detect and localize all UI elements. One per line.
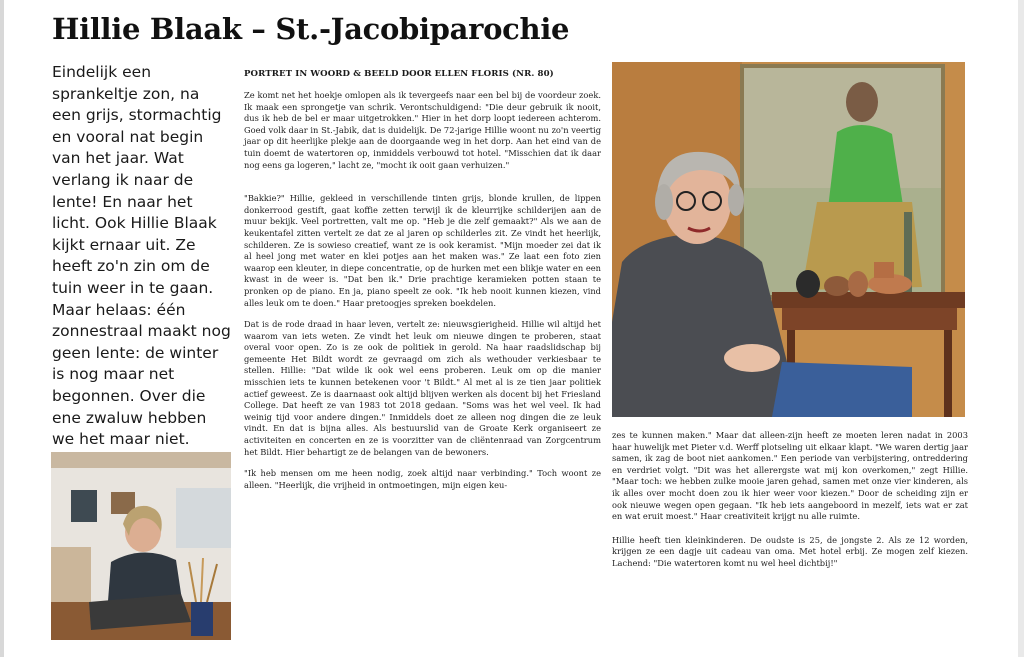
portrait-photo	[612, 62, 965, 417]
byline: PORTRET IN WOORD & BEELD DOOR ELLEN FLORIS (NR. 80)	[244, 69, 554, 79]
jeans	[772, 362, 912, 417]
wall-frame	[71, 490, 97, 522]
body-paragraph: "Bakkie?" Hillie, gekleed in verschillende tinten grijs, blonde krullen, de lippen donkerrood gestift, gaat koffie zetten terwijl ik de kleurrijke schilderijen aan de muur bekijk. Veel portretten, valt me op. "Heb je die zelf gemaakt?" Als we aan de keukentafel zitten vertelt ze dat ze al jaren op schilderles zit. Ze vindt het heerlijk, schilderen. Ze is sowieso creatief, want ze is ook keramist. "Mijn moeder zei dat ik al heel jong met water en klei potjes aan het maken was." Ze laat een foto zien waarop een kleuter, in diepe concentratie, op de hurken met een blikje water en een kwast in de weer is. "Dat ben ik." Drie prachtige keramieken potten staan te pronken op de piano. En ja, piano speelt ze ook. "Ik heb nooit kunnen kiezen, vind alles leuk om te doen." Haar pretoogjes spreken boekdelen.	[244, 193, 601, 308]
body-paragraph: Ze komt net het hoekje omlopen als ik tevergeefs naar een bel bij de voordeur zoek. Ik maak een sprongetje van schrik. Verontschuldigend: "Die deur gebruik ik nooit, dus ik heb de bel er maar uitgetrokken." Hier in het dorp loopt iedereen achterom. Goed volk daar in St.-Jabik, dat is duidelijk. De 72-jarige Hillie woont nu zo'n veertig jaar op dit heerlijke plekje aan de doorgaande weg in het dorp. Aan het eind van de tuin doemt de watertoren op, inmiddels verbouwd tot hotel. "Misschien dat ik daar nog eens ga logeren," lacht ze, "mocht ik ooit gaan verhuizen."	[244, 90, 601, 170]
body-paragraph: "Ik heb mensen om me heen nodig, zoek altijd naar verbinding." Toch woont ze alleen. "Heerlijk, die vrijheid in ontmoetingen, mijn eigen keu-	[244, 468, 601, 490]
page-edge-right	[1018, 0, 1024, 657]
body-paragraph: zes te kunnen maken." Maar dat alleen-zijn heeft ze moeten leren nadat in 2003 haar huwelijk met Pieter v.d. Werff plotseling uit elkaar klapt. "We waren dertig jaar samen, ik zag de boot niet aankomen." Een periode van verbijstering, ontreddering en verdriet volgt. "Dit was het allerergste wat mij kon overkomen," zegt Hillie. "Maar toch: we hebben zulke mooie jaren gehad, samen met onze vier kinderen, als ik alles over mocht doen zou ik hier weer voor kiezen." Door de scheiding zijn er ook nieuwe wegen open gegaan. "Ik heb iets aangeboord in mezelf, iets wat er zat en wat eruit moest." Haar creativiteit krijgt nu alle ruimte.	[612, 430, 968, 522]
portrait-photo-illustration	[612, 62, 965, 417]
reading-photo-illustration	[51, 452, 231, 640]
pottery	[796, 270, 820, 298]
body-paragraph: Dat is de rode draad in haar leven, vertelt ze: nieuwsgierigheid. Hillie wil altijd het waarom van iets weten. Ze vindt het leuk om nieuwe dingen te proberen, staat overal voor open. Zo is ze ook de politiek in gerold. Na haar raadslidschap bij gemeente Het Bildt wordt ze gevraagd om zich als wethouder verkiesbaar te stellen. Hillie: "Dat wilde ik ook wel eens proberen. Leuk om op die manier misschien iets te kunnen betekenen voor 't Bildt." Al met al is ze tien jaar politiek actief geweest. Ze is daarnaast ook altijd blijven werken als docent bij het Friesland College. Dat heeft ze van 1983 tot 2018 gedaan. "Soms was het wel veel. Ik had weinig tijd voor andere dingen." Inmiddels doet ze alleen nog dingen die ze leuk vindt. En dat is bijna alles. Als bestuurslid van de Groate Kerk organiseert ze activiteiten en concerten en ze is voorzitter van de cliëntenraad van Zorgcentrum het Bildt. Hier behartigt ze de belangen van de bewoners.	[244, 319, 601, 457]
reading-photo	[51, 452, 231, 640]
body-paragraph: Hillie heeft tien kleinkinderen. De oudste is 25, de jongste 2. Als ze 12 worden, krijgen ze een dagje uit cadeau van oma. Met hotel erbij. Ze mogen zelf kiezen. Lachend: "Die watertoren komt nu wel heel dichtbij!"	[612, 534, 968, 568]
body-column-left	[244, 90, 601, 501]
headline: Hillie Blaak – St.-Jacobiparochie	[52, 12, 570, 46]
hands	[724, 344, 780, 372]
brush-jar	[191, 602, 213, 636]
page-edge-left	[0, 0, 4, 657]
body-column-right	[612, 430, 968, 582]
intro-paragraph: Eindelijk een sprankeltje zon, na een grijs, stormachtig en vooral nat begin van het jaar. Wat verlang ik naar de lente! En naar het licht. Ook Hillie Blaak kijkt ernaar uit. Ze heeft zo'n zin om de tuin weer in te gaan. Maar helaas: één zonnestraal maakt nog geen lente: de winter is nog maar net begonnen. Over die ene zwaluw hebben we het maar niet.	[52, 63, 231, 449]
